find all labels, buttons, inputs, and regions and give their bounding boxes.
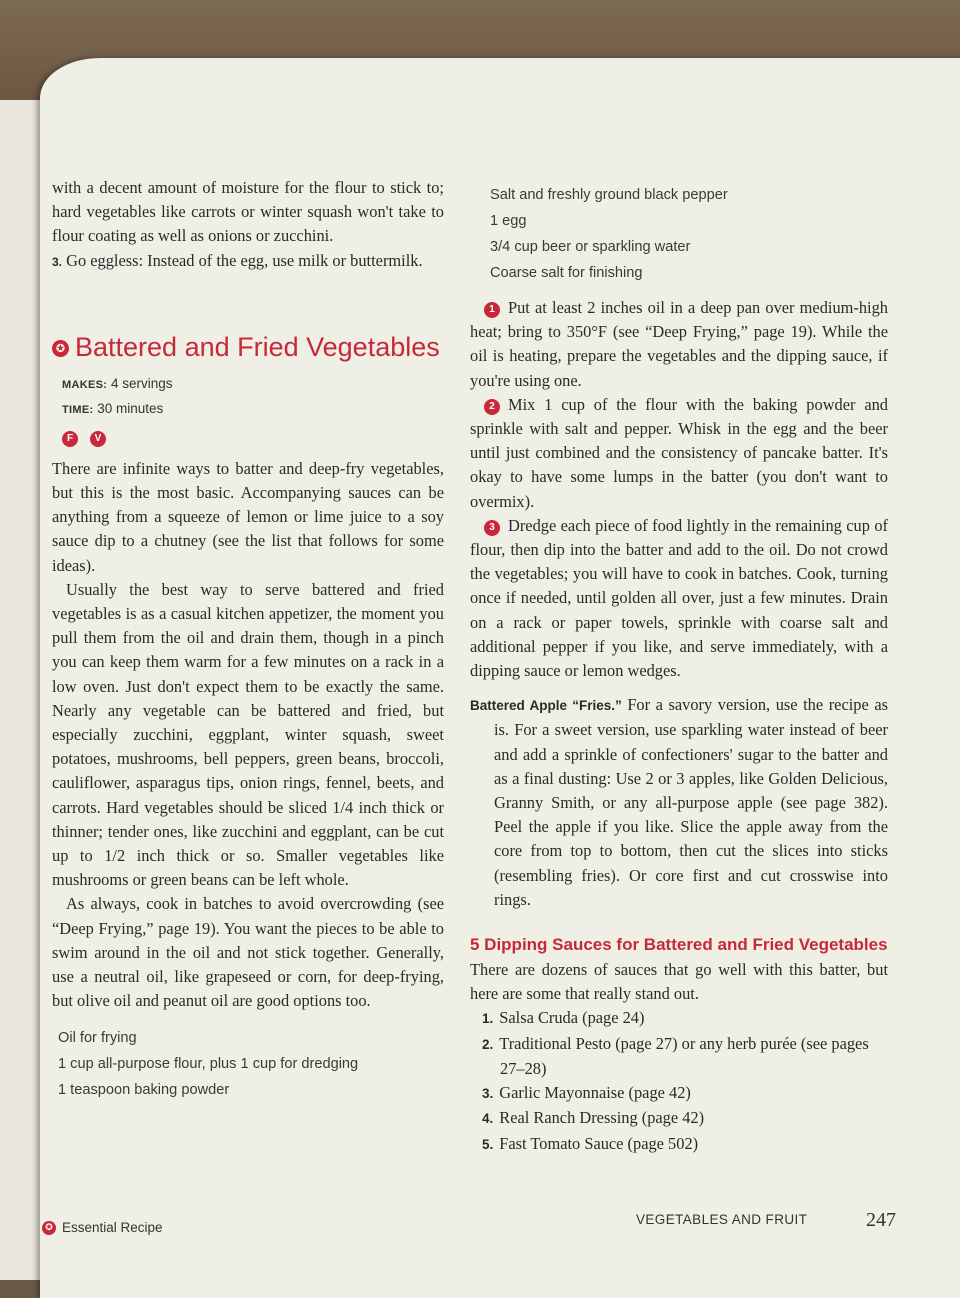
- time-line: [62, 397, 444, 422]
- step-text: Put at least 2 inches oil in a deep pan over medium-high heat; bring to 350°F (see “Deep Frying,” page 19). While the oil is heating, prepare the vegetables and the dipping sauce, if you're using one.: [470, 298, 888, 390]
- right-column: [470, 130, 888, 1157]
- recipe-title-text: Battered and Fried Vegetables: [75, 331, 440, 362]
- footer-legend-text: Essential Recipe: [62, 1220, 163, 1235]
- step-text: Dredge each piece of food lightly in the remaining cup of flour, then dip into the batter and add to the oil. Do not crowd the vegetables; you will have to cook in batches. Cook, turning once if needed, until golden all over, just a few minutes. Drain on a rack or paper towels, sprinkle with coarse salt and additional pepper if you like, and serve immediately, with a dipping sauce or lemon wedges.: [470, 515, 888, 681]
- step-number-icon: 2: [484, 399, 500, 415]
- ingredient-item: 1 egg: [490, 213, 527, 229]
- list-item: 2. Traditional Pesto (page 27) or any herb purée (see pages 27–28): [482, 1033, 869, 1078]
- makes-line: [62, 372, 444, 397]
- recipe-badges: [62, 428, 444, 447]
- running-footer: [636, 1209, 896, 1232]
- sauces-intro: There are dozens of sauces that go well with this batter, but here are some that really stand out.: [470, 960, 888, 1004]
- continued-item-text: Go eggless: Instead of the egg, use milk or buttermilk.: [66, 250, 423, 270]
- ingredient-item: 1 cup all-purpose flour, plus 1 cup for dredging: [58, 1056, 359, 1073]
- sauces-list: [470, 1006, 888, 1156]
- step-text: Mix 1 cup of the flour with the baking powder and sprinkle with salt and pepper. Whisk in the egg and the beer until just combined and the consistency of pancake batter. It's okay to have some lumps in the batter (you don't want to overmix).: [470, 394, 888, 511]
- list-item: 4. Real Ranch Dressing (page 42): [482, 1108, 705, 1128]
- time-label: TIME:: [62, 403, 94, 416]
- step-1: [470, 296, 888, 393]
- fast-badge-icon: F: [62, 431, 78, 447]
- time-value: 30 minutes: [97, 400, 164, 416]
- step-2: [470, 393, 888, 514]
- recipe-title: [52, 328, 444, 366]
- list-item: 3. Garlic Mayonnaise (page 42): [482, 1083, 691, 1103]
- continued-item: [52, 249, 444, 274]
- ingredient-item: 1 teaspoon baking powder: [58, 1082, 230, 1099]
- left-column: [52, 130, 444, 1103]
- recipe-meta: [52, 372, 444, 447]
- vegetarian-badge-icon: V: [90, 431, 106, 447]
- ingredient-item: Salt and freshly ground black pepper: [490, 187, 728, 203]
- ingredient-list-left: [52, 1025, 444, 1103]
- intro-paragraph-1: There are infinite ways to batter and deep-fry vegetables, but this is the most basic. Accompanying sauces can be anything from a squeeze of lemon or lime juice to a soy sauce dip to a chutney (see the list that follows for some ideas).: [52, 458, 444, 575]
- step-number-icon: 3: [484, 520, 500, 536]
- ingredient-list-right: [470, 182, 888, 286]
- step-number-icon: 1: [484, 302, 500, 318]
- ingredient-item: Coarse salt for finishing: [490, 265, 643, 281]
- essential-recipe-icon: ✪: [52, 340, 69, 357]
- step-3: [470, 514, 888, 683]
- intro-paragraph-2: Usually the best way to serve battered and fried vegetables is as a casual kitchen appetizer, the moment you pull them from the oil and drain them, though in a pinch you can keep them warm for a few minutes on a rack in a low oven. Just don't expect them to be exactly the same. Nearly any vegetable can be battered and fried, but especially zucchini, eggplant, winter squash, sweet potatoes, mushrooms, bell peppers, green beans, broccoli, cauliflower, asparagus tips, onion rings, fennel, beets, and carrots. Hard vegetables should be sliced 1/4 inch thick or thinner; tender ones, like zucchini and eggplant, can be cut up to 1/2 inch thick or so. Smaller vegetables like mushrooms or green beans can be left whole.: [52, 579, 444, 890]
- variation: [470, 693, 888, 912]
- ingredient-item: Oil for frying: [58, 1030, 137, 1047]
- continued-text: with a decent amount of moisture for the flour to stick to; hard vegetables like carrots or winter squash won't take to flour coating as well as onions or zucchini.: [52, 178, 444, 246]
- ingredient-item: 3/4 cup beer or sparkling water: [490, 239, 691, 255]
- variation-title: Battered Apple “Fries.”: [470, 698, 622, 714]
- variation-text: For a savory version, use the recipe as is. For a sweet version, use sparkling water instead of beer and add a sprinkle of confectioners' sugar to the batter and as a final dusting: Use 2 or 3 apples, like Golden Delicious, Granny Smith, or any all-purpose apple (see page 382). Peel the apple if you like. Slice the apple away from the core from top to bottom, then cut the slices into sticks (resembling fries). Or core first and cut crosswise into rings.: [494, 695, 888, 909]
- list-item: 1. Salsa Cruda (page 24): [482, 1008, 645, 1028]
- intro-paragraph-3: As always, cook in batches to avoid overcrowding (see “Deep Frying,” page 19). You want the pieces to be able to swim around in the oil and not stick together. Generally, use a neutral oil, like grapeseed or corn, for deep-frying, but olive oil and peanut oil are good options too.: [52, 894, 444, 1011]
- list-item: 5. Fast Tomato Sauce (page 502): [482, 1133, 699, 1153]
- footer-section: VEGETABLES AND FRUIT: [636, 1212, 808, 1227]
- makes-value: 4 servings: [110, 375, 173, 391]
- page-number: 247: [866, 1209, 896, 1231]
- essential-recipe-icon: ✪: [42, 1221, 56, 1235]
- makes-label: MAKES:: [62, 378, 108, 391]
- footer-legend: [42, 1220, 163, 1235]
- sauces-title: 5 Dipping Sauces for Battered and Fried Vegetables: [470, 935, 888, 955]
- continued-item-number: 3.: [52, 254, 63, 269]
